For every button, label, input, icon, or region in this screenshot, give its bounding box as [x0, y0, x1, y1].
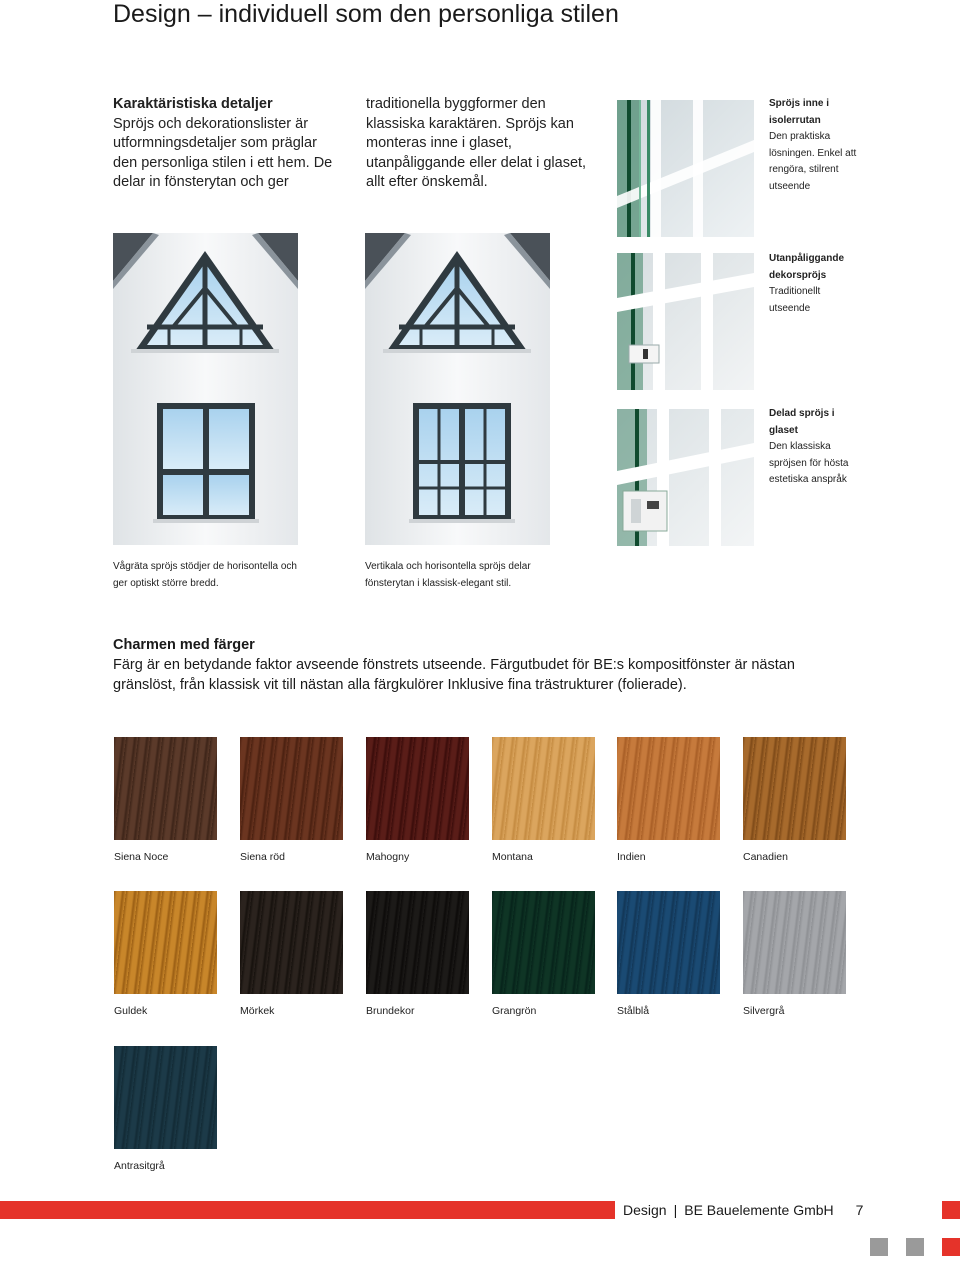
color-swatch-label: Silvergrå — [743, 1005, 785, 1017]
color-swatch — [114, 891, 217, 994]
color-swatch — [366, 737, 469, 840]
detail-caption-1 — [769, 96, 859, 195]
color-swatch-label: Siena röd — [240, 851, 285, 863]
intro-text-2: traditionella byggformer den klassiska karaktären. Spröjs kan monteras inne i glaset, utanpåliggande eller delat i glaset, allt efter önskemål. — [366, 96, 587, 190]
house-1-caption: Vågräta spröjs stödjer de horisontella och ger optiskt större bredd. — [113, 561, 297, 589]
detail-2-text: Traditionellt utseende — [769, 286, 821, 314]
split-muntin-photo — [617, 409, 754, 546]
footer-square-3 — [942, 1238, 960, 1256]
footer-page-number: 7 — [855, 1202, 864, 1218]
color-swatch — [366, 891, 469, 994]
intro-heading: Karaktäristiska detaljer — [113, 96, 273, 112]
colors-description: Färg är en betydande faktor avseende fönstrets utseende. Färgutbudet för BE:s kompositfönster är nästan gränslöst, från klassisk vit till nästan alla färgkulörer Inklusive fina trästrukturer (folierade). — [113, 657, 795, 693]
footer-text — [623, 1202, 863, 1218]
detail-2-title: Utanpåliggande dekorspröjs — [769, 253, 845, 281]
color-swatch — [240, 737, 343, 840]
detail-1-title: Spröjs inne i isolerrutan — [769, 98, 830, 126]
intro-column-1 — [113, 95, 343, 193]
color-swatch-label: Brundekor — [366, 1005, 415, 1017]
outside-muntin-photo — [617, 253, 754, 390]
house-2-caption: Vertikala och horisontella spröjs delar fönsterytan i klassisk-elegant stil. — [365, 561, 531, 589]
color-swatch — [743, 737, 846, 840]
color-swatch-label: Stålblå — [617, 1005, 650, 1017]
color-swatch — [617, 737, 720, 840]
color-swatch — [114, 1046, 217, 1149]
footer-square-1 — [870, 1238, 888, 1256]
color-swatch — [492, 737, 595, 840]
color-swatch-label: Antrasitgrå — [114, 1160, 165, 1172]
color-swatch-label: Montana — [492, 851, 533, 863]
color-swatch-label: Indien — [617, 851, 646, 863]
color-swatch — [492, 891, 595, 994]
house-vertical-horizontal-muntins-image — [365, 233, 550, 545]
color-swatch — [240, 891, 343, 994]
house-horizontal-muntins-image — [113, 233, 298, 545]
detail-3-title: Delad spröjs i glaset — [769, 408, 835, 436]
footer-company: BE Bauelemente GmbH — [684, 1202, 834, 1218]
color-swatch-label: Mörkek — [240, 1005, 275, 1017]
footer-square-2 — [906, 1238, 924, 1256]
footer-separator: | — [673, 1202, 678, 1218]
detail-3-text: Den klassiska spröjsen för hösta estetiska anspråk — [769, 441, 849, 485]
muntin-inside-glass-photo — [617, 100, 754, 237]
color-swatch — [743, 891, 846, 994]
color-swatch-label: Siena Noce — [114, 851, 169, 863]
page-title: Design – individuell som den personliga stilen — [113, 0, 619, 28]
detail-1-text: Den praktiska lösningen. Enkel att rengöra, stilrent utseende — [769, 131, 857, 192]
intro-text-1: Spröjs och dekorationslister är utformningsdetaljer som präglar den personliga stilen i ett hem. De delar in fönsterytan och ger — [113, 115, 333, 190]
color-swatch — [617, 891, 720, 994]
intro-column-2 — [366, 95, 598, 193]
footer-section: Design — [623, 1202, 667, 1218]
detail-caption-2 — [769, 251, 859, 317]
color-swatch-label: Grangrön — [492, 1005, 537, 1017]
color-swatch-label: Canadien — [743, 851, 788, 863]
colors-heading: Charmen med färger — [113, 637, 255, 653]
color-swatch-label: Guldek — [114, 1005, 148, 1017]
color-swatch-label: Mahogny — [366, 851, 410, 863]
detail-caption-3 — [769, 406, 859, 489]
color-swatch — [114, 737, 217, 840]
